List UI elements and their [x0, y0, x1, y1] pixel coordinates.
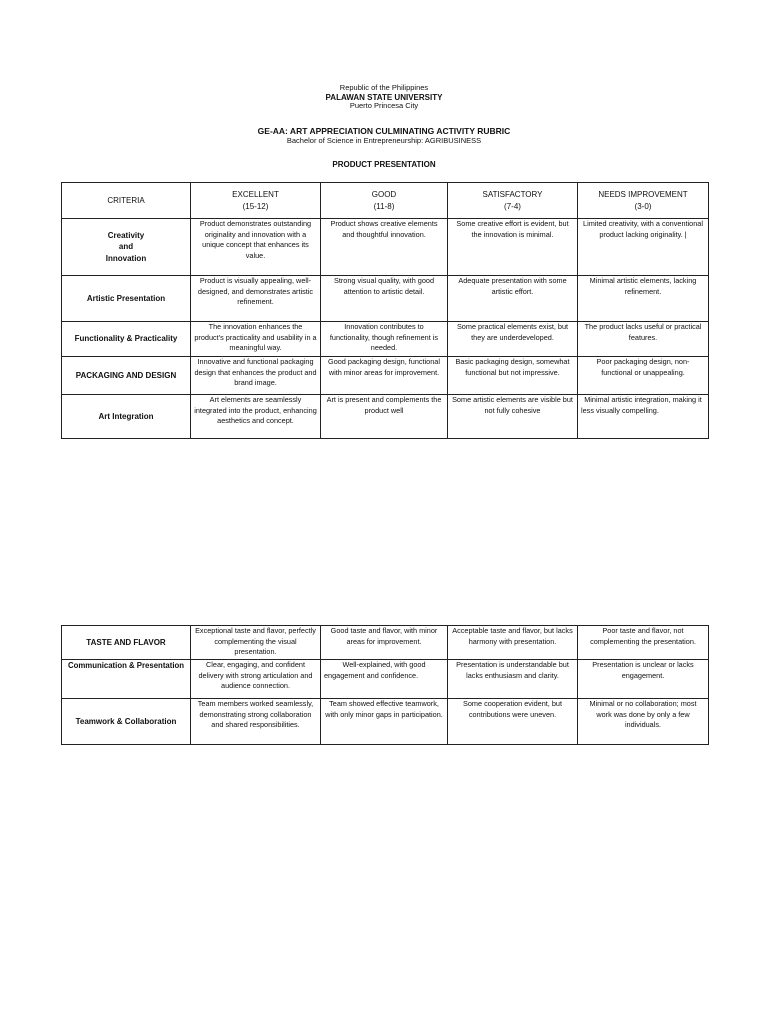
- criteria-cell: Art Integration: [62, 395, 191, 439]
- excellent-cell: Product is visually appealing, well-designed, and demonstrates artistic refinement.: [191, 276, 321, 322]
- good-cell: Innovation contributes to functionality, though refinement is needed.: [321, 322, 448, 357]
- satisfactory-cell: Some cooperation evident, but contributions were uneven.: [448, 699, 578, 745]
- satisfactory-cell: Presentation is understandable but lacks enthusiasm and clarity.: [448, 660, 578, 699]
- satisfactory-cell: Some creative effort is evident, but the innovation is minimal.: [448, 219, 578, 276]
- excellent-cell: Clear, engaging, and confident delivery with strong articulation and audience connection.: [191, 660, 321, 699]
- needs-improvement-cell: Minimal artistic elements, lacking refinement.: [578, 276, 709, 322]
- needs-improvement-cell: The product lacks useful or practical features.: [578, 322, 709, 357]
- good-cell: Good taste and flavor, with minor areas for improvement.: [321, 626, 448, 660]
- satisfactory-cell: Adequate presentation with some artistic effort.: [448, 276, 578, 322]
- republic-line: Republic of the Philippines: [339, 83, 429, 92]
- col-header-needs-improvement: NEEDS IMPROVEMENT (3-0): [578, 183, 709, 219]
- table-row: [62, 322, 709, 357]
- good-cell: Strong visual quality, with good attention to artistic detail.: [321, 276, 448, 322]
- table-row: [62, 219, 709, 276]
- excellent-cell: The innovation enhances the product's practicality and usability in a meaningful way.: [191, 322, 321, 357]
- table-row: [62, 626, 709, 660]
- rubric-title: GE-AA: ART APPRECIATION CULMINATING ACTIVITY RUBRIC: [257, 126, 511, 136]
- needs-improvement-cell: Minimal or no collaboration; most work was done by only a few individuals.: [578, 699, 709, 745]
- criteria-cell: PACKAGING AND DESIGN: [62, 357, 191, 395]
- col-header-satisfactory: SATISFACTORY (7-4): [448, 183, 578, 219]
- needs-improvement-cell: Poor taste and flavor, not complementing the presentation.: [578, 626, 709, 660]
- excellent-cell: Product demonstrates outstanding originality and innovation with a unique concept that enhances its value.: [191, 219, 321, 276]
- rubric-heading: [0, 127, 768, 145]
- excellent-cell: Team members worked seamlessly, demonstrating strong collaboration and shared responsibilities.: [191, 699, 321, 745]
- criteria-cell: Creativity and Innovation: [62, 219, 191, 276]
- good-cell: Art is present and complements the product well: [321, 395, 448, 439]
- section-title: PRODUCT PRESENTATION: [332, 160, 436, 169]
- satisfactory-cell: Basic packaging design, somewhat functional but not impressive.: [448, 357, 578, 395]
- criteria-cell: TASTE AND FLAVOR: [62, 626, 191, 660]
- criteria-cell: Communication & Presentation: [62, 660, 191, 699]
- good-cell: Well-explained, with good engagement and confidence.: [321, 660, 448, 699]
- table-row: [62, 660, 709, 699]
- good-cell: Team showed effective teamwork, with only minor gaps in participation.: [321, 699, 448, 745]
- satisfactory-cell: Some practical elements exist, but they are underdeveloped.: [448, 322, 578, 357]
- good-cell: Product shows creative elements and thoughtful innovation.: [321, 219, 448, 276]
- city-line: Puerto Princesa City: [349, 100, 419, 110]
- needs-improvement-cell: Minimal artistic integration, making it less visually compelling.: [578, 395, 709, 439]
- table-row: [62, 699, 709, 745]
- table-header-row: [62, 183, 709, 219]
- rubric-table: [61, 182, 709, 439]
- document-header: [0, 84, 768, 110]
- col-header-criteria: CRITERIA: [62, 183, 191, 219]
- criteria-cell: Artistic Presentation: [62, 276, 191, 322]
- satisfactory-cell: Some artistic elements are visible but not fully cohesive: [448, 395, 578, 439]
- needs-improvement-cell: Limited creativity, with a conventional product lacking originality. |: [578, 219, 709, 276]
- table-row: [62, 357, 709, 395]
- good-cell: Good packaging design, functional with minor areas for improvement.: [321, 357, 448, 395]
- program-line: Bachelor of Science in Entrepreneurship: AGRIBUSINESS: [286, 135, 482, 145]
- col-header-excellent: EXCELLENT (15-12): [191, 183, 321, 219]
- criteria-cell: Functionality & Practicality: [62, 322, 191, 357]
- excellent-cell: Art elements are seamlessly integrated into the product, enhancing aesthetics and concept.: [191, 395, 321, 439]
- needs-improvement-cell: Poor packaging design, non-functional or unappealing.: [578, 357, 709, 395]
- table-row: [62, 276, 709, 322]
- rubric-table-continued: [61, 625, 709, 745]
- university-name: PALAWAN STATE UNIVERSITY: [325, 92, 443, 102]
- satisfactory-cell: Acceptable taste and flavor, but lacks harmony with presentation.: [448, 626, 578, 660]
- table-row: [62, 395, 709, 439]
- col-header-good: GOOD (11-8): [321, 183, 448, 219]
- needs-improvement-cell: Presentation is unclear or lacks engagement.: [578, 660, 709, 699]
- excellent-cell: Exceptional taste and flavor, perfectly complementing the visual presentation.: [191, 626, 321, 660]
- section-heading: [0, 160, 768, 169]
- excellent-cell: Innovative and functional packaging design that enhances the product and brand image.: [191, 357, 321, 395]
- criteria-cell: Teamwork & Collaboration: [62, 699, 191, 745]
